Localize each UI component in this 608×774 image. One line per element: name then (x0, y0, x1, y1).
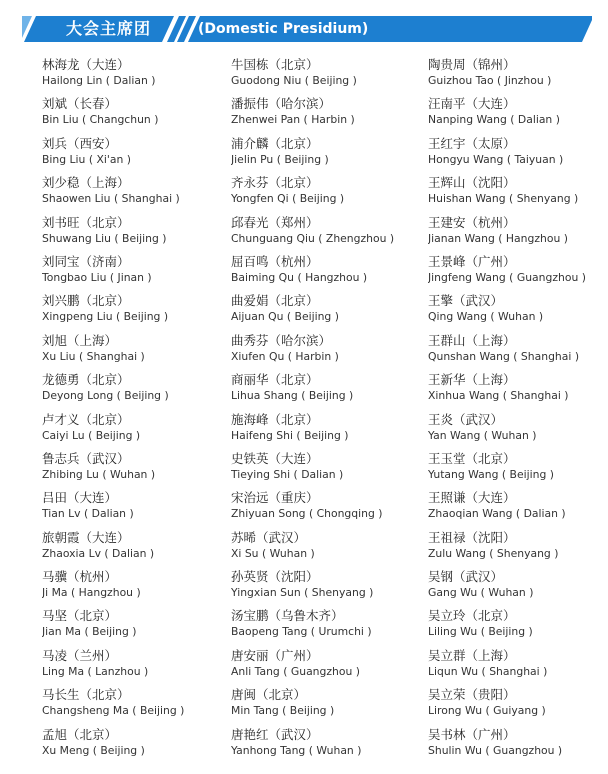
member-name-chinese: 吴钢（武汉） (428, 569, 504, 585)
member-entry (42, 95, 231, 134)
member-entry (428, 686, 598, 725)
member-entry (231, 568, 428, 607)
member-name-english: Min Tang ( Beijing ) (231, 704, 335, 718)
member-name-english: Aijuan Qu ( Beijing ) (231, 310, 339, 324)
member-name-chinese: 曲爱娟（北京） (231, 293, 319, 309)
member-entry (231, 726, 428, 765)
member-name-english: Tian Lv ( Dalian ) (42, 507, 134, 521)
member-entry (42, 371, 231, 410)
member-name-chinese: 吕田（大连） (42, 490, 118, 506)
member-name-chinese: 旅朝霞（大连） (42, 529, 130, 545)
member-name-english: Nanping Wang ( Dalian ) (428, 113, 560, 127)
member-name-chinese: 王建安（杭州） (428, 214, 516, 230)
member-name-english: Ji Ma ( Hangzhou ) (42, 586, 141, 600)
member-name-chinese: 王照谦（大连） (428, 490, 516, 506)
member-name-chinese: 唐艳红（武汉） (231, 726, 319, 742)
member-name-chinese: 吴立荣（贵阳） (428, 687, 516, 703)
member-name-english: Tieying Shi ( Dalian ) (231, 467, 344, 481)
member-entry (428, 647, 598, 686)
member-name-chinese: 刘旭（上海） (42, 332, 118, 348)
member-name-chinese: 浦介麟（北京） (231, 135, 319, 151)
member-name-english: Zhaoqian Wang ( Dalian ) (428, 507, 566, 521)
member-name-english: Bin Liu ( Changchun ) (42, 113, 159, 127)
member-name-chinese: 马骥（杭州） (42, 569, 118, 585)
member-entry (428, 253, 598, 292)
member-entry (42, 529, 231, 568)
member-entry (42, 174, 231, 213)
member-entry (231, 450, 428, 489)
member-name-english: Haifeng Shi ( Beijing ) (231, 428, 349, 442)
member-name-english: Guizhou Tao ( Jinzhou ) (428, 74, 552, 87)
member-entry (428, 214, 598, 253)
member-name-english: Zhaoxia Lv ( Dalian ) (42, 546, 155, 560)
member-name-chinese: 刘兵（西安） (42, 135, 118, 151)
member-name-chinese: 林海龙（大连） (42, 57, 130, 72)
member-entry (231, 174, 428, 213)
member-entry (42, 726, 231, 765)
member-name-chinese: 孟旭（北京） (42, 726, 118, 742)
member-name-chinese: 汤宝鹏（乌鲁木齐） (231, 608, 344, 624)
member-name-chinese: 王群山（上海） (428, 332, 516, 348)
member-entry (231, 686, 428, 725)
member-name-english: Jian Ma ( Beijing ) (42, 625, 137, 639)
section-title-english: (Domestic Presidium) (198, 21, 369, 37)
member-name-english: Zhibing Lu ( Wuhan ) (42, 467, 156, 481)
member-name-english: Zhenwei Pan ( Harbin ) (231, 113, 355, 127)
member-entry (428, 56, 598, 95)
member-name-english: Changsheng Ma ( Beijing ) (42, 704, 185, 718)
member-name-english: Baiming Qu ( Hangzhou ) (231, 270, 368, 284)
section-title-chinese: 大会主席团 (66, 19, 152, 38)
member-name-chinese: 史铁英（大连） (231, 450, 319, 466)
member-entry (231, 529, 428, 568)
section-header (22, 16, 592, 42)
member-name-english: Hailong Lin ( Dalian ) (42, 74, 156, 87)
member-name-chinese: 刘兴鹏（北京） (42, 293, 130, 309)
member-entry (42, 135, 231, 174)
member-name-english: Xu Meng ( Beijing ) (42, 743, 145, 757)
member-entry (231, 411, 428, 450)
member-name-chinese: 屈百鸣（杭州） (231, 253, 319, 269)
member-name-english: Lihua Shang ( Beijing ) (231, 389, 354, 403)
member-entry (231, 332, 428, 371)
member-name-english: Xingpeng Liu ( Beijing ) (42, 310, 169, 324)
member-entry (42, 292, 231, 331)
member-name-chinese: 宋治远（重庆） (231, 490, 319, 506)
member-name-chinese: 王红宇（太原） (428, 135, 516, 151)
member-name-english: Huishan Wang ( Shenyang ) (428, 192, 579, 206)
member-name-english: Qunshan Wang ( Shanghai ) (428, 349, 580, 363)
member-name-chinese: 吴立玲（北京） (428, 608, 516, 624)
member-entry (42, 489, 231, 528)
member-entry (231, 95, 428, 134)
member-entry (428, 529, 598, 568)
member-name-chinese: 汪南平（大连） (428, 96, 516, 112)
member-entry (428, 489, 598, 528)
member-name-english: Jianan Wang ( Hangzhou ) (428, 231, 568, 245)
member-entry (428, 292, 598, 331)
member-entry (231, 489, 428, 528)
member-entry (231, 647, 428, 686)
member-name-chinese: 牛国栋（北京） (231, 57, 319, 72)
member-entry (42, 411, 231, 450)
member-name-chinese: 商丽华（北京） (231, 372, 319, 388)
member-name-english: Xi Su ( Wuhan ) (231, 546, 315, 560)
member-name-chinese: 王玉堂（北京） (428, 450, 516, 466)
member-name-english: Caiyi Lu ( Beijing ) (42, 428, 141, 442)
member-entry (428, 568, 598, 607)
member-entry (231, 253, 428, 292)
member-name-english: Ling Ma ( Lanzhou ) (42, 664, 149, 678)
member-name-english: Chunguang Qiu ( Zhengzhou ) (231, 231, 395, 245)
member-name-english: Deyong Long ( Beijing ) (42, 389, 169, 403)
member-name-english: Qing Wang ( Wuhan ) (428, 310, 544, 324)
member-name-english: Anli Tang ( Guangzhou ) (231, 664, 360, 678)
member-name-chinese: 吴书林（广州） (428, 726, 516, 742)
member-name-english: Liling Wu ( Beijing ) (428, 625, 533, 639)
member-entry (428, 411, 598, 450)
member-name-chinese: 龙德勇（北京） (42, 372, 130, 388)
member-name-chinese: 刘斌（长春） (42, 96, 118, 112)
member-entry (42, 686, 231, 725)
member-name-english: Guodong Niu ( Beijing ) (231, 74, 357, 87)
member-entry (42, 607, 231, 646)
member-name-english: Yongfen Qi ( Beijing ) (231, 192, 345, 206)
member-entry (42, 214, 231, 253)
member-entry (42, 253, 231, 292)
member-name-english: Jielin Pu ( Beijing ) (231, 152, 329, 166)
member-name-english: Yutang Wang ( Beijing ) (428, 467, 554, 481)
member-entry (428, 135, 598, 174)
member-entry (231, 292, 428, 331)
member-entry (42, 647, 231, 686)
member-name-chinese: 马坚（北京） (42, 608, 118, 624)
member-name-chinese: 王祖禄（沈阳） (428, 529, 516, 545)
member-entry (42, 568, 231, 607)
member-name-chinese: 施海峰（北京） (231, 411, 319, 427)
member-name-english: Yanhong Tang ( Wuhan ) (231, 743, 362, 757)
member-name-english: Zhiyuan Song ( Chongqing ) (231, 507, 383, 521)
member-name-chinese: 王擎（武汉） (428, 293, 504, 309)
member-name-chinese: 邱春光（郑州） (231, 214, 319, 230)
member-name-chinese: 王新华（上海） (428, 372, 516, 388)
member-entry (428, 450, 598, 489)
member-name-chinese: 吴立群（上海） (428, 647, 516, 663)
member-entry (42, 450, 231, 489)
member-name-chinese: 马凌（兰州） (42, 647, 118, 663)
member-entry (231, 371, 428, 410)
member-name-chinese: 刘同宝（济南） (42, 253, 130, 269)
member-name-chinese: 唐闽（北京） (231, 687, 307, 703)
member-entry (231, 56, 428, 95)
member-name-chinese: 曲秀芬（哈尔滨） (231, 332, 332, 348)
member-name-english: Zulu Wang ( Shenyang ) (428, 546, 559, 560)
member-name-english: Xinhua Wang ( Shanghai ) (428, 389, 569, 403)
member-entry (428, 95, 598, 134)
member-name-chinese: 孙英贤（沈阳） (231, 569, 319, 585)
member-name-chinese: 陶贵周（锦州） (428, 57, 516, 72)
member-entry (428, 607, 598, 646)
member-name-english: Lirong Wu ( Guiyang ) (428, 704, 546, 718)
member-name-chinese: 卢才义（北京） (42, 411, 130, 427)
member-entry (42, 56, 231, 95)
member-entry (428, 174, 598, 213)
member-name-chinese: 潘振伟（哈尔滨） (231, 96, 332, 112)
member-name-english: Xiufen Qu ( Harbin ) (231, 349, 339, 363)
member-name-english: Yingxian Sun ( Shenyang ) (231, 586, 374, 600)
member-name-chinese: 苏晞（武汉） (231, 529, 307, 545)
member-name-chinese: 王炎（武汉） (428, 411, 504, 427)
member-name-chinese: 鲁志兵（武汉） (42, 450, 130, 466)
member-name-chinese: 刘少稳（上海） (42, 175, 130, 191)
member-name-chinese: 齐永芬（北京） (231, 175, 319, 191)
member-name-chinese: 唐安丽（广州） (231, 647, 319, 663)
member-entry (428, 371, 598, 410)
member-entry (231, 214, 428, 253)
member-name-english: Shulin Wu ( Guangzhou ) (428, 743, 563, 757)
member-name-chinese: 马长生（北京） (42, 687, 130, 703)
member-entry (231, 135, 428, 174)
member-name-english: Xu Liu ( Shanghai ) (42, 349, 145, 363)
member-name-english: Bing Liu ( Xi'an ) (42, 152, 131, 166)
member-entry (231, 607, 428, 646)
member-name-chinese: 王辉山（沈阳） (428, 175, 516, 191)
member-name-english: Shuwang Liu ( Beijing ) (42, 231, 167, 245)
member-name-english: Jingfeng Wang ( Guangzhou ) (428, 270, 586, 284)
member-name-chinese: 王景峰（广州） (428, 253, 516, 269)
member-name-english: Liqun Wu ( Shanghai ) (428, 664, 548, 678)
member-name-english: Tongbao Liu ( Jinan ) (42, 270, 152, 284)
member-entry (42, 332, 231, 371)
member-name-english: Hongyu Wang ( Taiyuan ) (428, 152, 564, 166)
member-entry (428, 332, 598, 371)
member-name-english: Baopeng Tang ( Urumchi ) (231, 625, 372, 639)
presidium-name-list (42, 56, 598, 765)
member-name-chinese: 刘书旺（北京） (42, 214, 130, 230)
member-name-english: Yan Wang ( Wuhan ) (428, 428, 537, 442)
member-entry (428, 726, 598, 765)
member-name-english: Shaowen Liu ( Shanghai ) (42, 192, 180, 206)
member-name-english: Gang Wu ( Wuhan ) (428, 586, 534, 600)
